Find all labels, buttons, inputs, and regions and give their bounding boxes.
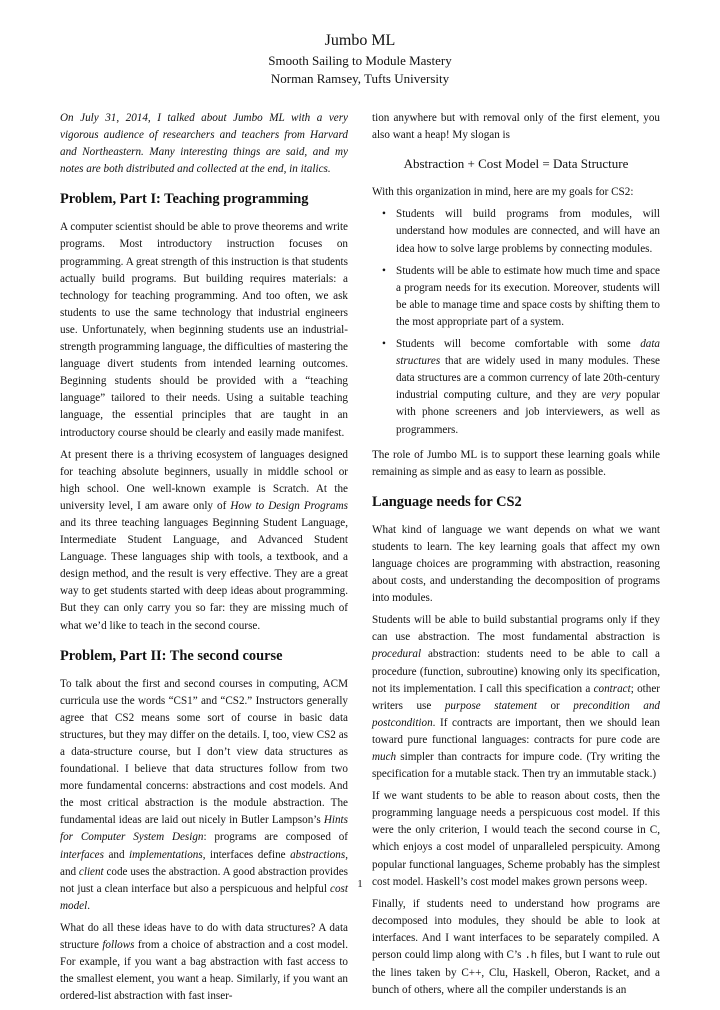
paragraph: At present there is a thriving ecosystem of languages designed for teaching absolute beginners, usually in middle school or high school. One well-known example is Scratch. At the university level, I am aware only of How to Design Programs and its three teaching languages Beginning Student Language, Intermediate Student Language, and Advanced Student Language. These languages ship with tools, a textbook, and a design method, and the result is very effective. They are a great way to get students started with deep ideas about programming. But they can only carry you so far: they are missing much of what we’d like to teach in the second course. [60,448,348,632]
intro-paragraph: On July 31, 2014, I talked about Jumbo ML with a very vigorous audience of researchers and teachers from Harvard and Northeastern. Many interesting things are said, and my notes are both distributed and collected at the end, in italics. [60,112,348,176]
emphasis: client [78,865,104,878]
section-heading-second-course: Problem, Part II: The second course [60,647,283,664]
emphasis: much [372,751,397,763]
goals-list [372,206,660,438]
paragraph: The role of Jumbo ML is to support these learning goals while remaining as simple and as easy to learn as possible. [372,448,660,478]
right-column [372,110,660,1004]
list-item: • Students will be able to estimate how much time and space a program needs for its execution. Moreover, students will be able to manage time and space costs by shifting them to the most appropriate part of a system. [382,264,660,328]
paper-title: Jumbo ML [324,32,396,49]
section-heading-language-needs: Language needs for CS2 [372,493,522,510]
emphasis: Hints for Computer System Design [60,814,348,844]
paragraph: Students will be able to build substantial programs only if they can use abstraction. The most fundamental abstraction is procedural abstraction: students need to be able to call a procedure (function, subroutine) knowing only its specification, not its implementation. I call this specification a contract; other writers use purpose statement or precondition and postcondition. If contracts are important, then we should lean toward pure functional languages: contracts for pure code are much simpler than contracts for impure code. (Try writing the specification for a mutable stack. Then try an immutable stack.) [372,614,660,781]
emphasis: purpose statement [444,699,537,712]
emphasis: precondition and postcondition [372,699,660,729]
page-number: 1 [357,878,363,890]
emphasis: abstractions [290,848,346,861]
emphasis: implementations [129,848,203,861]
paragraph: Finally, if students need to understand how programs are decomposed into modules, they should be able to look at interfaces. And I want interfaces to be separately compiled. A person could limp along with C’s .h files, but I want to rule out the lines taken by C++, Clu, Haskell, Oberon, Racket, and a bunch of others, where all the compiler understands is an [372,897,660,997]
paragraph: What do all these ideas have to do with data structures? A data structure follows from a choice of abstraction and a cost model. For example, if you want a bag abstraction with fast access to the smallest element, you want a heap. Similarly, if you want an ordered-list abstraction with fast inser- [60,921,348,1003]
paper-author: Norman Ramsey, Tufts University [270,71,450,86]
emphasis: follows [102,939,135,952]
section-heading-teaching-programming: Problem, Part I: Teaching programming [60,191,309,208]
paper-subtitle: Smooth Sailing to Module Mastery [268,53,452,68]
paragraph: If we want students to be able to reason about costs, then the programming language needs a perspicuous cost model. If this were the only criterion, I would teach the second course in C, which enjoys a cost model of unparalleled perspicuity. Among popular functional languages, Scheme probably has the simplest cost model. Haskell’s cost model makes grown persons weep. [372,790,660,888]
bullet-icon: • [382,264,386,277]
code-snippet: .h [524,950,538,963]
emphasis: procedural [372,648,422,661]
paper-header [0,30,720,88]
emphasis: cost model [60,882,348,912]
emphasis: interfaces [60,848,104,861]
bullet-icon: • [382,338,386,351]
emphasis: very [601,389,621,402]
bullet-icon: • [382,208,386,221]
emphasis: data structures [396,338,660,368]
paragraph: To talk about the first and second courses in computing, ACM curricula use the words “CS1” and “CS2.” Instructors generally agree that CS2 means some sort of course in basic data structures, but they may differ on the details. I, too, view CS2 as a data-structure course, but I don’t view data structures as foundational. I believe that data structures follow from two more fundamental concerns: abstractions and cost models. And the most critical abstraction is the module abstraction. The fundamental ideas are laid out nicely in Butler Lampson’s Hints for Computer System Design: programs are composed of interfaces and implementations, interfaces define abstractions, and client code uses the abstraction. A good abstraction provides not just a clean interface but also a perspicuous and helpful cost model. [60,677,349,912]
emphasis: How to Design Programs [230,499,348,512]
list-item: • Students will build programs from modules, will understand how modules are connected, and will have an idea how to solve large problems by connecting modules. [382,208,660,255]
left-column [60,110,348,1010]
paragraph: tion anywhere but with removal only of the first element, you also want a heap! My slogan is [372,112,660,142]
list-item: • Students will become comfortable with some data structures that are widely used in many modules. These data structures are a common currency of late 20th-century industrial computing culture, and they are very popular with phone screeners and job interviewers, as well as programmers. [382,338,660,436]
paragraph: With this organization in mind, here are my goals for CS2: [372,186,634,199]
slogan: Abstraction + Cost Model = Data Structure [403,156,629,172]
emphasis: contract [593,682,631,695]
paragraph: A computer scientist should be able to prove theorems and write programs. Most introductory instruction focuses on programming. A great strength of this instruction is that students actually build programs. But building requires materials: a technology for teaching programming. And too often, we ask students to use the same technology that industrial engineers use. Unfortunately, when beginning students use an industrial-strength programming language, the difficulties of mastering the language divert students from intended learning outcomes. Beginning students should be provided with a “teaching language” tailored to their needs. Using a suitable teaching language, the essential principles that are taught in an introductory course should be clearly and easily made manifest. [60,221,348,439]
paragraph: What kind of language we want depends on what we want students to learn. The key learning goals that affect my own language choices are programming with abstraction, reasoning about costs, and understanding the decomposition of programs into modules. [372,523,660,605]
